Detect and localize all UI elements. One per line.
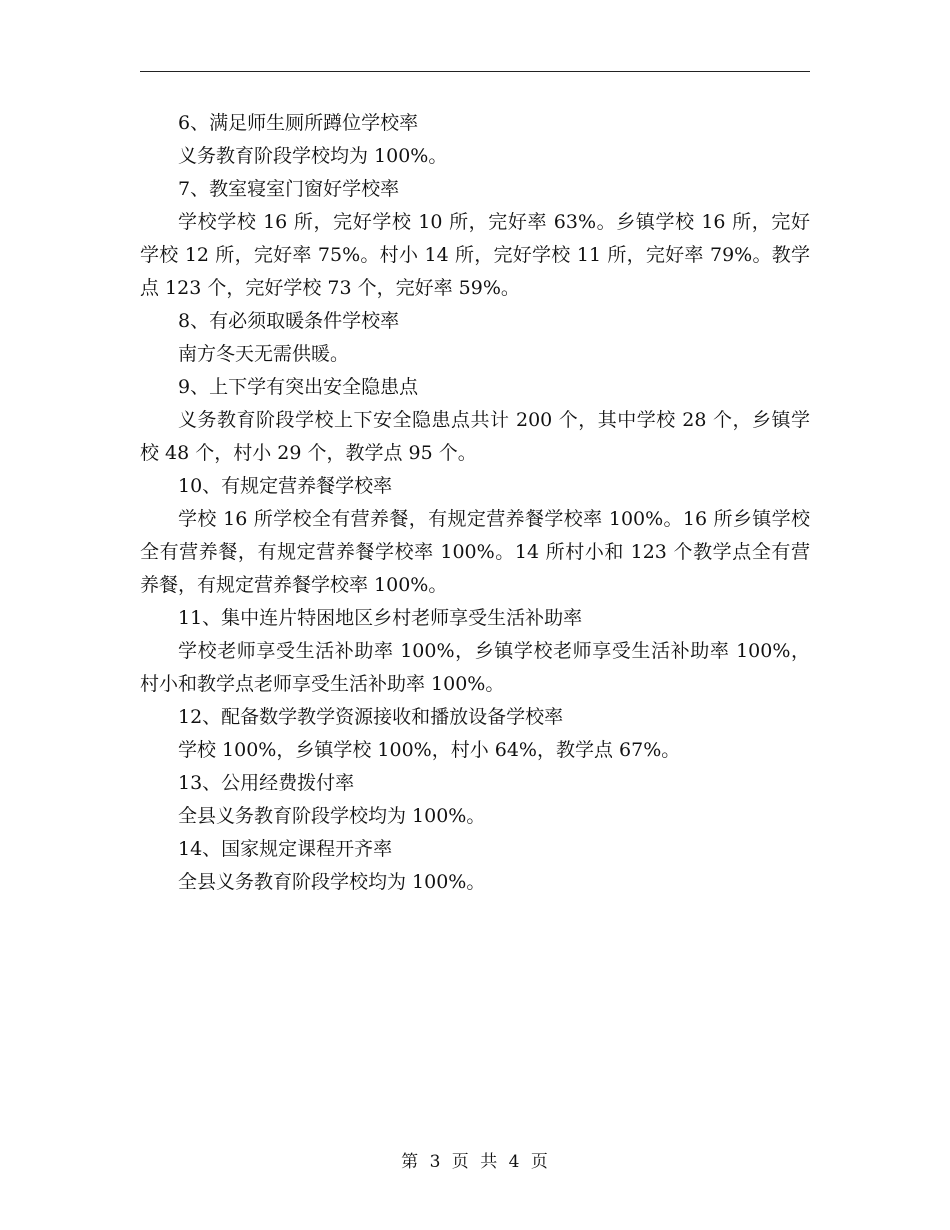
section-heading-13: 13、公用经费拨付率 [178,772,355,794]
section-heading-12: 12、配备数学教学资源接收和播放设备学校率 [178,706,564,728]
section-text-13: 全县义务教育阶段学校均为 100%。 [178,805,486,827]
section-heading-9: 9、上下学有突出安全隐患点 [178,376,419,398]
section-text-8: 南方冬天无需供暖。 [178,343,350,365]
section-heading-11: 11、集中连片特困地区乡村老师享受生活补助率 [178,607,583,629]
section-heading-7: 7、教室寝室门窗好学校率 [178,178,400,200]
section-text-7: 学校学校 16 所，完好学校 10 所，完好率 63%。乡镇学校 16 所，完好学校 12 所，完好率 75%。村小 14 所，完好学校 11 所，完好率 79%。教学点 123 个，完好学校 73 个，完好率 59%。 [140,211,810,299]
section-heading-10: 10、有规定营养餐学校率 [178,475,393,497]
section-text-6: 义务教育阶段学校均为 100%。 [178,145,448,167]
header-rule [140,71,810,72]
section-text-11: 学校老师享受生活补助率 100%，乡镇学校老师享受生活补助率 100%，村小和教学点老师享受生活补助率 100%。 [140,640,810,695]
section-text-9: 义务教育阶段学校上下安全隐患点共计 200 个，其中学校 28 个，乡镇学校 48 个，村小 29 个，教学点 95 个。 [140,409,810,464]
section-text-14: 全县义务教育阶段学校均为 100%。 [178,871,486,893]
section-heading-14: 14、国家规定课程开齐率 [178,838,393,860]
section-text-10: 学校 16 所学校全有营养餐，有规定营养餐学校率 100%。16 所乡镇学校全有营养餐，有规定营养餐学校率 100%。14 所村小和 123 个教学点全有营养餐，有规定营养餐学校率 100%。 [140,508,810,596]
document-body [140,107,810,899]
section-text-12: 学校 100%，乡镇学校 100%，村小 64%，教学点 67%。 [178,739,681,761]
page-number-footer: 第 3 页 共 4 页 [401,1152,549,1172]
section-heading-8: 8、有必须取暖条件学校率 [178,310,400,332]
section-heading-6: 6、满足师生厕所蹲位学校率 [178,112,419,134]
